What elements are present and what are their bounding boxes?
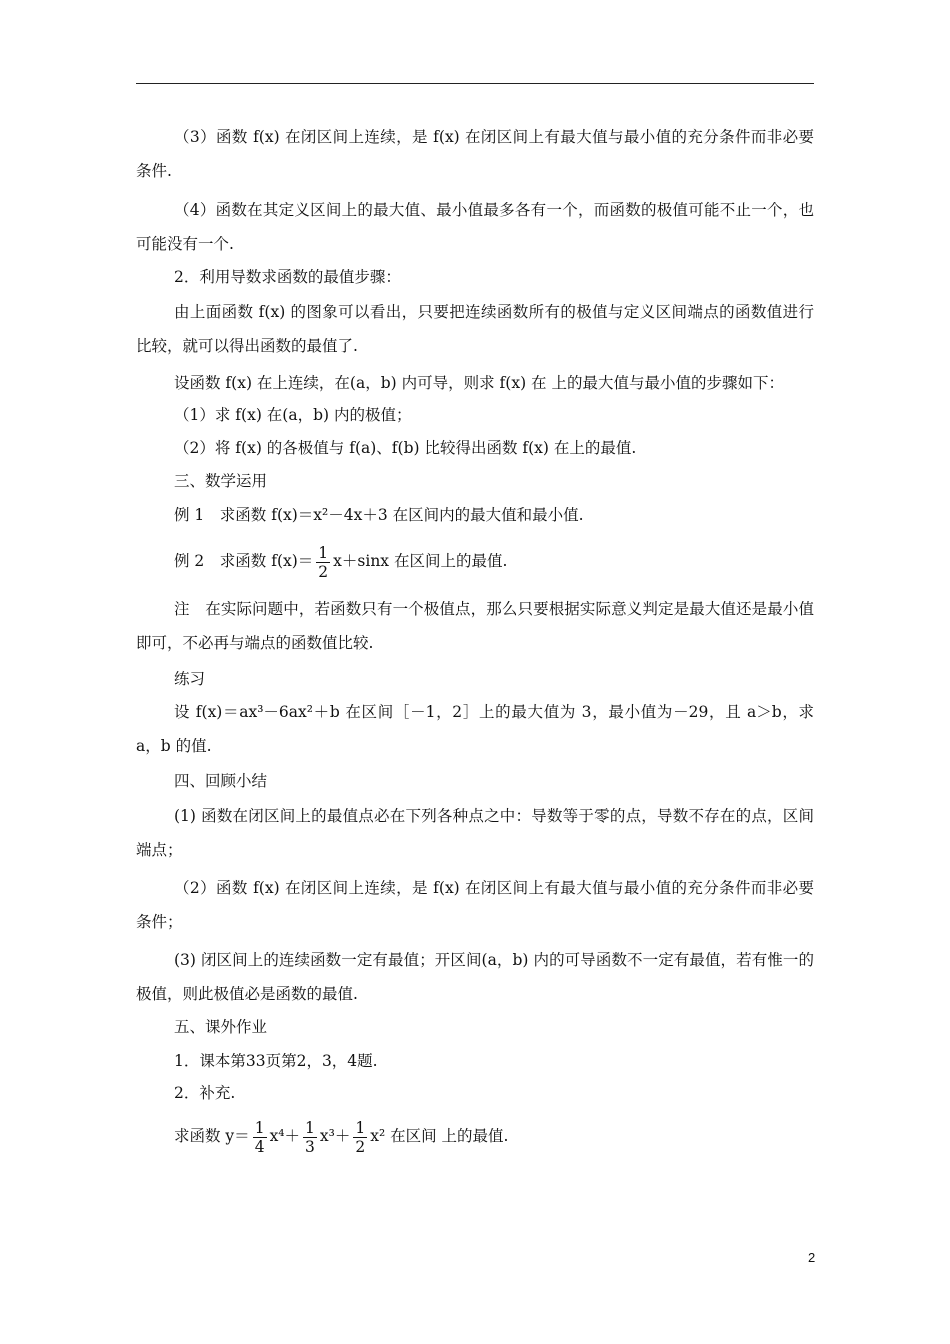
example-2-text: x＋sinx 在区间上的最值. <box>333 552 508 570</box>
homework-item: 1．课本第33页第2，3，4题. <box>174 1052 378 1070</box>
practice-problem: 设 f(x)＝ax³－6ax²＋b 在区间［－1，2］上的最大值为 3，最小值为－29，且 a＞b，求 a，b 的值. <box>136 703 814 755</box>
fraction: $\frac{1}{4}$ <box>254 1118 265 1156</box>
example-2-text: 例 2 求函数 f(x)＝ <box>174 552 314 570</box>
paragraph: （3）函数 f(x) 在闭区间上连续，是 f(x) 在闭区间上有最大值与最小值的充分条件而非必要条件. <box>136 128 814 180</box>
summary-item: (1) 函数在闭区间上的最值点必在下列各种点之中：导数等于零的点，导数不存在的点，区间端点； <box>136 807 814 859</box>
section-heading: 三、数学运用 <box>174 472 268 490</box>
step-item: （1）求 f(x) 在(a，b) 内的极值； <box>174 406 412 424</box>
header-rule <box>136 83 814 84</box>
homework-problem: 求函数 y＝ $\frac{1}{4}$ x⁴＋ $\frac{1}{3}$ x³＋ $\frac{1}{2}$ x² 在区间 上的最值. <box>174 1118 509 1156</box>
fraction: $\frac{1}{2}$ <box>318 543 329 581</box>
fraction: $\frac{1}{2}$ <box>355 1118 366 1156</box>
example-1: 例 1 求函数 f(x)＝x²－4x＋3 在区间内的最大值和最小值. <box>174 506 584 524</box>
paragraph: 由上面函数 f(x) 的图象可以看出，只要把连续函数所有的极值与定义区间端点的函数值进行比较，就可以得出函数的最值了. <box>136 303 814 355</box>
step-item: （2）将 f(x) 的各极值与 f(a)、f(b) 比较得出函数 f(x) 在上的最值. <box>174 439 637 457</box>
page-number: 2 <box>808 1250 816 1265</box>
paragraph: （4）函数在其定义区间上的最大值、最小值最多各有一个，而函数的极值可能不止一个，也可能没有一个. <box>136 201 814 253</box>
summary-item: (3) 闭区间上的连续函数一定有最值；开区间(a，b) 内的可导函数不一定有最值，若有惟一的极值，则此极值必是函数的最值. <box>136 951 814 1003</box>
paragraph: 设函数 f(x) 在上连续，在(a，b) 内可导，则求 f(x) 在 上的最大值与最小值的步骤如下： <box>174 374 784 392</box>
section-item: 2．利用导数求函数的最值步骤： <box>174 268 401 286</box>
note-paragraph: 注 在实际问题中，若函数只有一个极值点，那么只要根据实际意义判定是最大值还是最小值即可，不必再与端点的函数值比较. <box>136 600 814 652</box>
practice-heading: 练习 <box>174 670 206 688</box>
example-2 <box>174 540 507 582</box>
section-heading: 四、回顾小结 <box>174 772 268 790</box>
homework-item: 2．补充. <box>174 1084 236 1102</box>
section-heading: 五、课外作业 <box>174 1018 268 1036</box>
summary-item: （2）函数 f(x) 在闭区间上连续，是 f(x) 在闭区间上有最大值与最小值的充分条件而非必要条件； <box>136 879 814 931</box>
fraction: $\frac{1}{3}$ <box>305 1118 315 1156</box>
